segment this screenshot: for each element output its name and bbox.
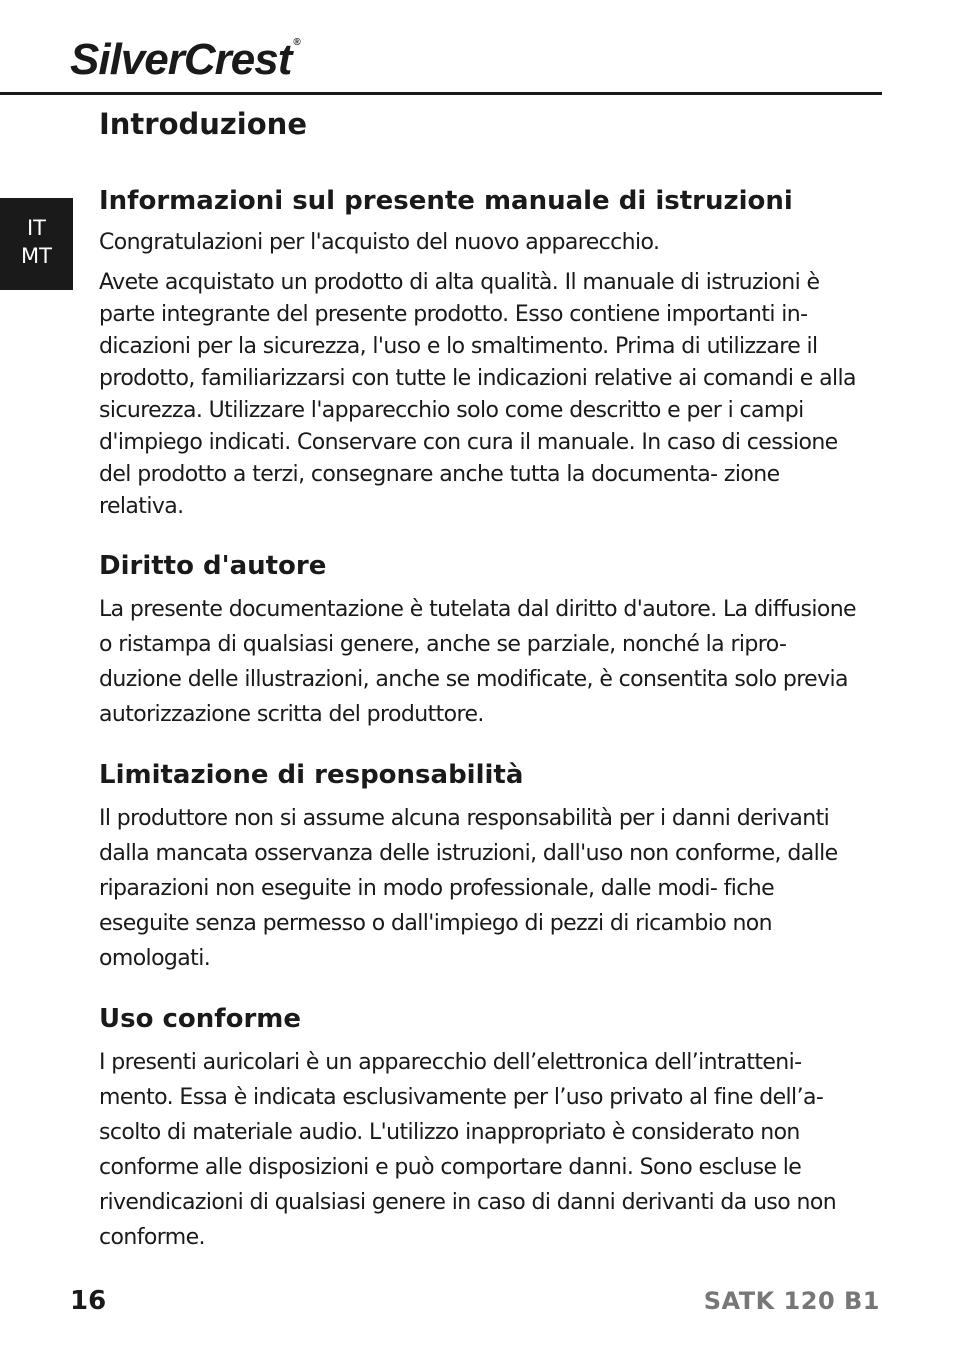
brand-name: SilverCrest <box>70 35 292 84</box>
section-heading: Informazioni sul presente manuale di istruzioni <box>99 186 793 216</box>
section-intended-use <box>99 1002 859 1255</box>
section-liability <box>99 758 859 976</box>
header-rule <box>0 92 882 95</box>
model-number: SATK 120 B1 <box>703 1287 880 1315</box>
section-paragraph: Il produttore non si assume alcuna responsabilità per i danni derivanti dalla mancata osservanza delle istruzioni, dall'uso non conforme, dalle riparazioni non eseguite in modo professionale, dalle modi- fiche eseguite senza permesso o dall'impiego di pezzi di ricambio non omologati. <box>99 806 838 971</box>
section-paragraph: I presenti auricolari è un apparecchio dell’elettronica dell’intratteni- mento. Essa è indicata esclusivamente per l’uso privato al fine dell’a- scolto di materiale audio. L'utilizzo inappropriato è considerato non conforme alle disposizioni e può comportare danni. Sono escluse le rivendicazioni di qualsiasi genere in caso di danni derivanti da uso non conforme. <box>99 1050 837 1250</box>
section-paragraph: Avete acquistato un prodotto di alta qualità. Il manuale di istruzioni è parte integrante del presente prodotto. Esso contiene importanti in- dicazioni per la sicurezza, l'uso e lo smaltimento. Prima di utilizzare il prodotto, familiarizzarsi con tutte le indicazioni relative ai comandi e alla sicurezza. Utilizzare l'apparecchio solo come descritto e per i campi d'impiego indicati. Conservare con cura il manuale. In caso di cessione del prodotto a terzi, consegnare anche tutta la documenta- zione relativa. <box>99 270 856 519</box>
brand-logo <box>70 35 300 84</box>
section-manual-info <box>99 184 859 523</box>
language-code-mt: MT <box>21 244 52 268</box>
section-copyright <box>99 549 859 732</box>
section-paragraph: Congratulazioni per l'acquisto del nuovo apparecchio. <box>99 230 660 255</box>
page-number: 16 <box>70 1286 107 1316</box>
language-code-it: IT <box>26 216 47 240</box>
section-paragraph: La presente documentazione è tutelata dal diritto d'autore. La diffusione o ristampa di qualsiasi genere, anche se parziale, nonché la ripro- duzione delle illustrazioni, anche se modificate, è consentita solo previa autorizzazione scritta del produttore. <box>99 597 856 727</box>
section-heading: Uso conforme <box>99 1004 302 1034</box>
section-heading: Diritto d'autore <box>99 551 327 581</box>
page-content <box>99 104 859 1255</box>
page-title: Introduzione <box>99 107 307 141</box>
section-heading: Limitazione di responsabilità <box>99 760 524 790</box>
registered-mark: ® <box>293 37 300 48</box>
language-tab <box>0 198 73 290</box>
